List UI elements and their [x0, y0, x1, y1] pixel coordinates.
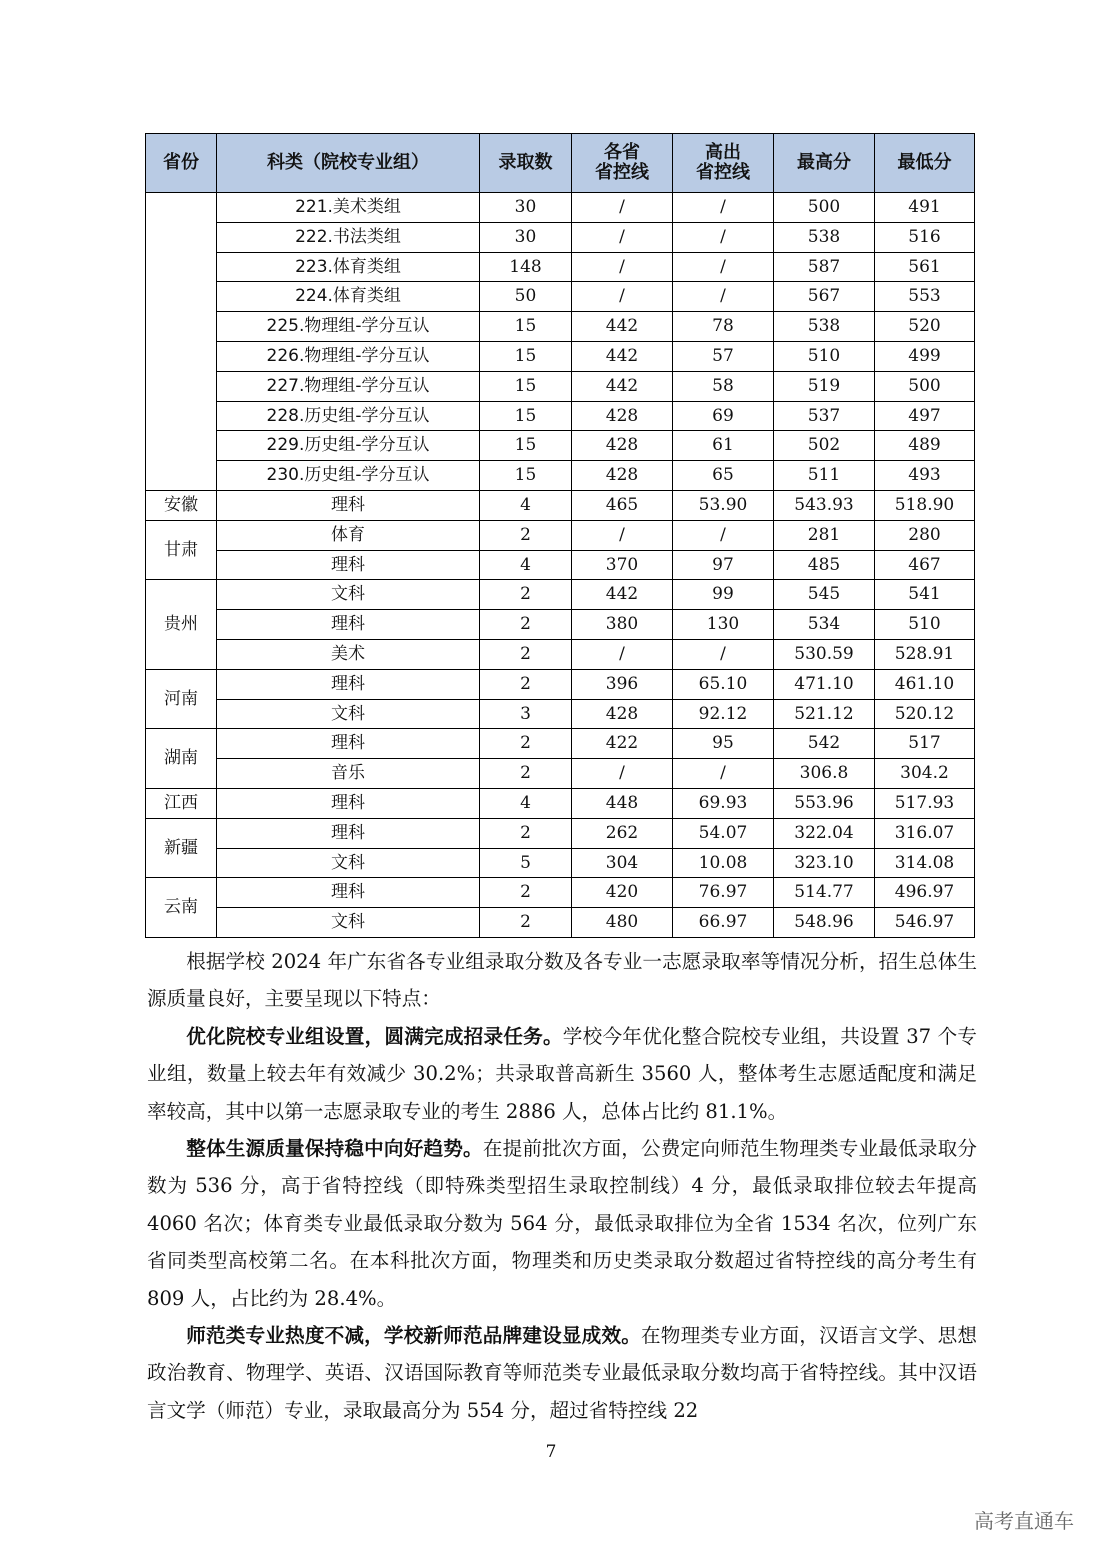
table-row [146, 401, 975, 431]
category-cell: 理科 [217, 878, 480, 908]
value-cell: 538 [774, 222, 875, 252]
value-cell: 3 [480, 699, 572, 729]
table-row [146, 699, 975, 729]
value-cell: 92.12 [673, 699, 774, 729]
value-cell: 130 [673, 610, 774, 640]
admission-table [145, 133, 975, 938]
paragraph-text: 在物理类专业方面，汉语言文学、思想政治教育、物理学、英语、汉语国际教育等师范类专业最低录取分数均高于省特控线。其中汉语言文学（师范）专业，录取最高分为 554 分，超过省特控线 22 [147, 1324, 978, 1422]
value-cell: 69.93 [673, 788, 774, 818]
table-row [146, 729, 975, 759]
table-body [146, 193, 975, 938]
table-row [146, 818, 975, 848]
value-cell: 567 [774, 282, 875, 312]
value-cell: 528.91 [875, 639, 975, 669]
value-cell: 380 [572, 610, 673, 640]
value-cell: 553.96 [774, 788, 875, 818]
category-cell: 229.历史组-学分互认 [217, 431, 480, 461]
value-cell: / [673, 520, 774, 550]
value-cell: 542 [774, 729, 875, 759]
table-row [146, 908, 975, 938]
category-cell: 226.物理组-学分互认 [217, 341, 480, 371]
category-cell: 理科 [217, 788, 480, 818]
table-row [146, 610, 975, 640]
value-cell: 510 [875, 610, 975, 640]
value-cell: 497 [875, 401, 975, 431]
category-cell: 美术 [217, 639, 480, 669]
paragraph-lead: 整体生源质量保持稳中向好趋势。 [186, 1137, 483, 1161]
province-cell: 江西 [146, 788, 217, 818]
value-cell: 543.93 [774, 490, 875, 520]
value-cell: / [572, 222, 673, 252]
value-cell: 2 [480, 610, 572, 640]
table-row [146, 550, 975, 580]
paragraph [147, 1018, 977, 1130]
province-cell: 云南 [146, 878, 217, 938]
header-cell: 最低分 [875, 134, 975, 193]
category-cell: 227.物理组-学分互认 [217, 371, 480, 401]
value-cell: 15 [480, 341, 572, 371]
value-cell: 538 [774, 312, 875, 342]
value-cell: 511 [774, 461, 875, 491]
table-row [146, 669, 975, 699]
value-cell: 442 [572, 371, 673, 401]
value-cell: 304.2 [875, 759, 975, 789]
value-cell: / [673, 252, 774, 282]
paragraph [147, 1317, 977, 1429]
value-cell: 57 [673, 341, 774, 371]
value-cell: / [673, 759, 774, 789]
category-cell: 理科 [217, 818, 480, 848]
table-row [146, 193, 975, 223]
table-row [146, 848, 975, 878]
value-cell: / [673, 639, 774, 669]
category-cell: 文科 [217, 848, 480, 878]
value-cell: 66.97 [673, 908, 774, 938]
province-cell: 新疆 [146, 818, 217, 878]
value-cell: 280 [875, 520, 975, 550]
value-cell: 148 [480, 252, 572, 282]
value-cell: 545 [774, 580, 875, 610]
value-cell: / [572, 759, 673, 789]
value-cell: 465 [572, 490, 673, 520]
value-cell: 530.59 [774, 639, 875, 669]
province-cell: 湖南 [146, 729, 217, 789]
value-cell: 370 [572, 550, 673, 580]
paragraph [147, 943, 977, 1018]
value-cell: 541 [875, 580, 975, 610]
province-cell: 河南 [146, 669, 217, 729]
value-cell: 534 [774, 610, 875, 640]
value-cell: 499 [875, 341, 975, 371]
value-cell: 15 [480, 461, 572, 491]
value-cell: 537 [774, 401, 875, 431]
category-cell: 228.历史组-学分互认 [217, 401, 480, 431]
value-cell: 422 [572, 729, 673, 759]
value-cell: 420 [572, 878, 673, 908]
value-cell: 69 [673, 401, 774, 431]
table-row [146, 371, 975, 401]
table-row [146, 788, 975, 818]
value-cell: 30 [480, 193, 572, 223]
table-row [146, 490, 975, 520]
header-cell: 录取数 [480, 134, 572, 193]
value-cell: 548.96 [774, 908, 875, 938]
value-cell: 2 [480, 818, 572, 848]
table-row [146, 580, 975, 610]
category-cell: 文科 [217, 699, 480, 729]
value-cell: 15 [480, 401, 572, 431]
province-cell: 贵州 [146, 580, 217, 669]
province-cell [146, 193, 217, 491]
value-cell: 95 [673, 729, 774, 759]
value-cell: 314.08 [875, 848, 975, 878]
value-cell: 54.07 [673, 818, 774, 848]
value-cell: 4 [480, 490, 572, 520]
paragraph [147, 1130, 977, 1317]
paragraph-lead: 优化院校专业组设置，圆满完成招录任务。 [186, 1024, 563, 1048]
value-cell: 50 [480, 282, 572, 312]
table-row [146, 878, 975, 908]
value-cell: 323.10 [774, 848, 875, 878]
value-cell: 428 [572, 431, 673, 461]
value-cell: 65.10 [673, 669, 774, 699]
province-cell: 甘肃 [146, 520, 217, 580]
category-cell: 理科 [217, 729, 480, 759]
value-cell: 428 [572, 699, 673, 729]
value-cell: 65 [673, 461, 774, 491]
value-cell: / [572, 252, 673, 282]
value-cell: 493 [875, 461, 975, 491]
value-cell: 4 [480, 550, 572, 580]
value-cell: 514.77 [774, 878, 875, 908]
value-cell: 520 [875, 312, 975, 342]
value-cell: / [673, 193, 774, 223]
value-cell: 2 [480, 639, 572, 669]
table-row [146, 341, 975, 371]
value-cell: 521.12 [774, 699, 875, 729]
category-cell: 理科 [217, 490, 480, 520]
value-cell: 97 [673, 550, 774, 580]
value-cell: / [673, 222, 774, 252]
value-cell: 471.10 [774, 669, 875, 699]
value-cell: 2 [480, 580, 572, 610]
paragraph-text: 学校今年优化整合院校专业组，共设置 37 个专业组，数量上较去年有效减少 30.2%；共录取普高新生 3560 人，整体考生志愿适配度和满足率较高，其中以第一志愿录取专业的考生 2886 人，总体占比约 81.1%。 [147, 1024, 978, 1123]
value-cell: 322.04 [774, 818, 875, 848]
value-cell: 78 [673, 312, 774, 342]
value-cell: 442 [572, 312, 673, 342]
value-cell: / [572, 193, 673, 223]
table-row [146, 431, 975, 461]
watermark: 高考直通车 [974, 1509, 1074, 1533]
table-header-row [146, 134, 975, 193]
table-row [146, 461, 975, 491]
category-cell: 222.书法类组 [217, 222, 480, 252]
value-cell: 480 [572, 908, 673, 938]
value-cell: 491 [875, 193, 975, 223]
value-cell: 2 [480, 908, 572, 938]
paragraph-lead: 师范类专业热度不减，学校新师范品牌建设显成效。 [186, 1324, 642, 1348]
value-cell: 5 [480, 848, 572, 878]
table-row [146, 639, 975, 669]
header-cell: 科类（院校专业组） [217, 134, 480, 193]
table-row [146, 759, 975, 789]
value-cell: 2 [480, 729, 572, 759]
value-cell: 561 [875, 252, 975, 282]
value-cell: 500 [774, 193, 875, 223]
category-cell: 文科 [217, 908, 480, 938]
value-cell: 546.97 [875, 908, 975, 938]
table-row [146, 520, 975, 550]
value-cell: 587 [774, 252, 875, 282]
paragraph-text: 在提前批次方面，公费定向师范生物理类专业最低录取分数为 536 分，高于省特控线（即特殊类型招生录取控制线）4 分，最低录取排位较去年提高 4060 名次；体育类专业最低录取分数为 564 分，最低录取排位为全省 1534 名次，位列广东省同类型高校第二名。在本科批次方面，物理类和历史类录取分数超过省特控线的高分考生有 809 人，占比约为 28.4%。 [147, 1137, 978, 1310]
header-cell: 高出 省控线 [673, 134, 774, 193]
value-cell: / [572, 639, 673, 669]
category-cell: 221.美术类组 [217, 193, 480, 223]
value-cell: 61 [673, 431, 774, 461]
value-cell: 4 [480, 788, 572, 818]
value-cell: 53.90 [673, 490, 774, 520]
header-cell: 各省 省控线 [572, 134, 673, 193]
table-row [146, 282, 975, 312]
value-cell: 10.08 [673, 848, 774, 878]
value-cell: 316.07 [875, 818, 975, 848]
value-cell: 396 [572, 669, 673, 699]
value-cell: 15 [480, 312, 572, 342]
value-cell: 520.12 [875, 699, 975, 729]
header-cell: 省份 [146, 134, 217, 193]
value-cell: 485 [774, 550, 875, 580]
category-cell: 理科 [217, 669, 480, 699]
value-cell: 467 [875, 550, 975, 580]
value-cell: / [673, 282, 774, 312]
table-row [146, 222, 975, 252]
value-cell: 489 [875, 431, 975, 461]
value-cell: / [572, 282, 673, 312]
value-cell: 518.90 [875, 490, 975, 520]
category-cell: 225.物理组-学分互认 [217, 312, 480, 342]
table-row [146, 312, 975, 342]
value-cell: 304 [572, 848, 673, 878]
value-cell: 448 [572, 788, 673, 818]
value-cell: / [572, 520, 673, 550]
value-cell: 428 [572, 461, 673, 491]
value-cell: 99 [673, 580, 774, 610]
value-cell: 306.8 [774, 759, 875, 789]
category-cell: 理科 [217, 610, 480, 640]
value-cell: 461.10 [875, 669, 975, 699]
category-cell: 文科 [217, 580, 480, 610]
value-cell: 442 [572, 341, 673, 371]
header-cell: 最高分 [774, 134, 875, 193]
province-cell: 安徽 [146, 490, 217, 520]
value-cell: 442 [572, 580, 673, 610]
value-cell: 510 [774, 341, 875, 371]
value-cell: 15 [480, 431, 572, 461]
category-cell: 223.体育类组 [217, 252, 480, 282]
category-cell: 体育 [217, 520, 480, 550]
value-cell: 500 [875, 371, 975, 401]
value-cell: 517 [875, 729, 975, 759]
value-cell: 428 [572, 401, 673, 431]
value-cell: 553 [875, 282, 975, 312]
value-cell: 262 [572, 818, 673, 848]
value-cell: 281 [774, 520, 875, 550]
value-cell: 502 [774, 431, 875, 461]
value-cell: 2 [480, 669, 572, 699]
value-cell: 516 [875, 222, 975, 252]
value-cell: 519 [774, 371, 875, 401]
value-cell: 2 [480, 759, 572, 789]
category-cell: 224.体育类组 [217, 282, 480, 312]
paragraph-text: 根据学校 2024 年广东省各专业组录取分数及各专业一志愿录取率等情况分析，招生总体生源质量良好，主要呈现以下特点： [147, 950, 977, 1011]
value-cell: 30 [480, 222, 572, 252]
value-cell: 517.93 [875, 788, 975, 818]
category-cell: 理科 [217, 550, 480, 580]
value-cell: 2 [480, 878, 572, 908]
value-cell: 15 [480, 371, 572, 401]
value-cell: 58 [673, 371, 774, 401]
value-cell: 2 [480, 520, 572, 550]
page-number: 7 [545, 1442, 557, 1462]
table-row [146, 252, 975, 282]
value-cell: 496.97 [875, 878, 975, 908]
category-cell: 音乐 [217, 759, 480, 789]
value-cell: 76.97 [673, 878, 774, 908]
body-text [147, 943, 977, 1429]
category-cell: 230.历史组-学分互认 [217, 461, 480, 491]
